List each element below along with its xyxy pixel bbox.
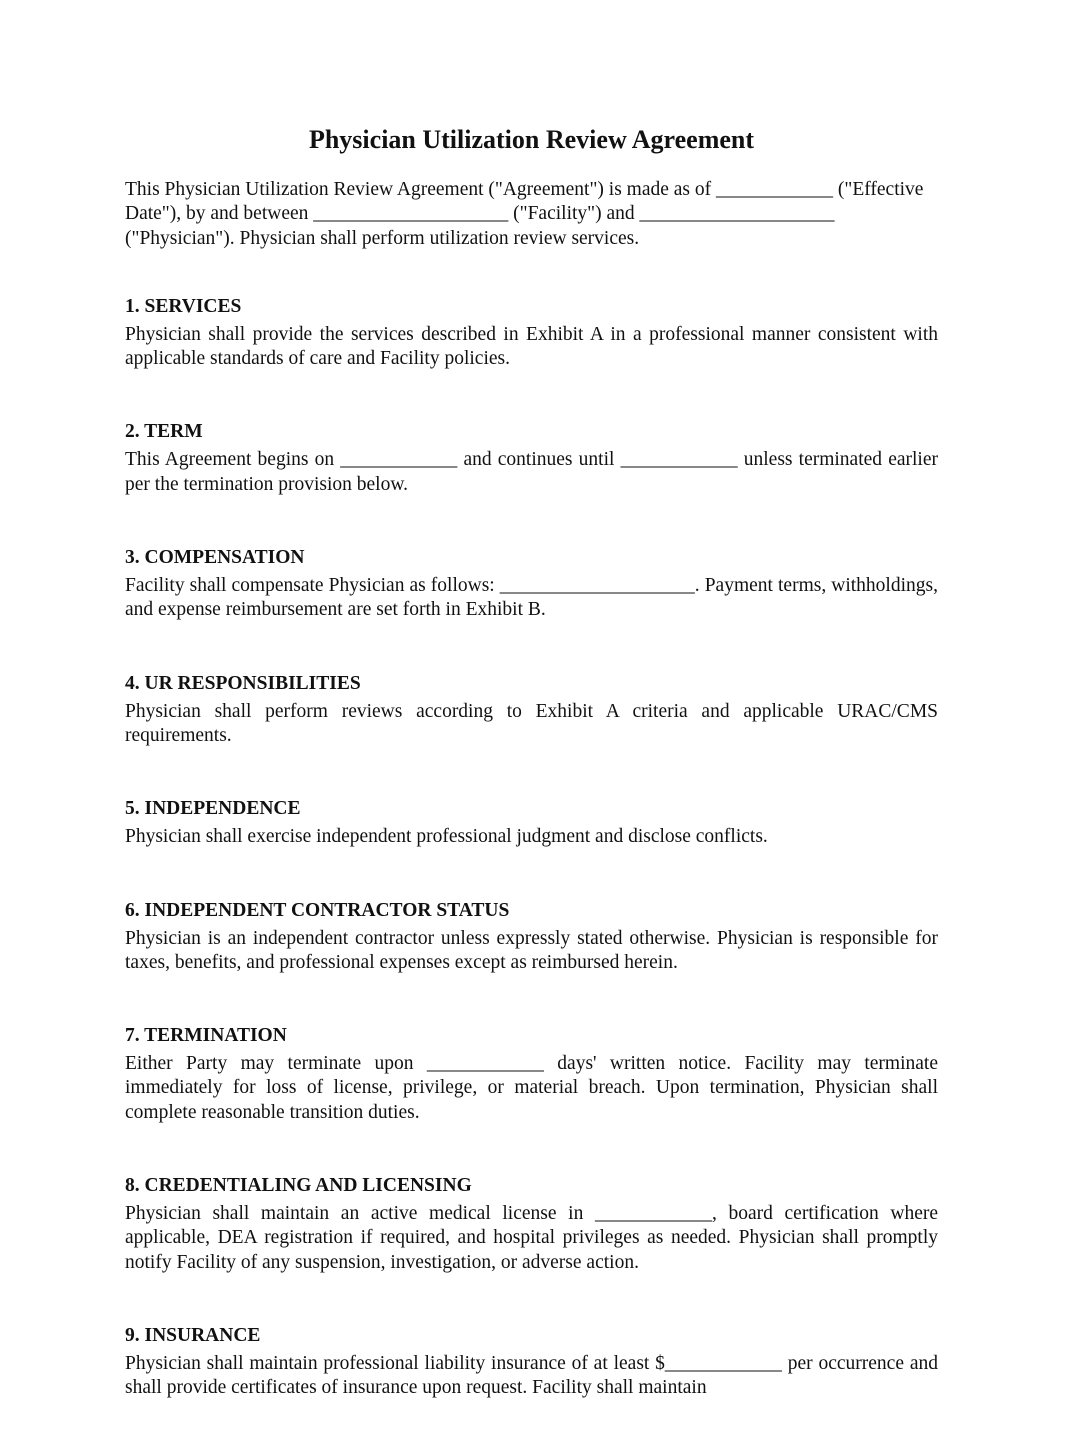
section-heading: 1. SERVICES xyxy=(125,295,242,317)
section-heading: 5. INDEPENDENCE xyxy=(125,798,301,820)
section-heading: 9. INSURANCE xyxy=(125,1324,261,1346)
section-body: Either Party may terminate upon ____________ days' written notice. Facility may terminate immediately for loss of license, privilege, or material breach. Upon termination, Physician shall complete reasonable transition duties. xyxy=(125,1053,938,1123)
section-term xyxy=(125,420,938,497)
document-page xyxy=(125,122,938,1450)
section-heading: 8. CREDENTIALING AND LICENSING xyxy=(125,1175,472,1197)
section-body: Physician is an independent contractor unless expressly stated otherwise. Physician is responsible for taxes, benefits, and professional expenses except as reimbursed herein. xyxy=(125,927,938,973)
section-credentialing-and-licensing xyxy=(125,1174,938,1275)
section-compensation xyxy=(125,546,938,623)
section-services xyxy=(125,295,938,372)
section-body: Physician shall provide the services described in Exhibit A in a professional manner consistent with applicable standards of care and Facility policies. xyxy=(125,323,938,370)
section-heading: 4. UR RESPONSIBILITIES xyxy=(125,672,361,694)
section-body: Physician shall maintain an active medical license in ____________, board certification where applicable, DEA registration if required, and hospital privileges as needed. Physician shall promptly notify Facility of any suspension, investigation, or adverse action. xyxy=(125,1203,938,1273)
section-independent-contractor-status xyxy=(125,899,938,976)
section-heading: 3. COMPENSATION xyxy=(125,547,305,569)
document-title: Physician Utilization Review Agreement xyxy=(308,125,755,154)
section-independence xyxy=(125,797,938,849)
section-body: Physician shall maintain professional liability insurance of at least $____________ per occurrence and shall provide certificates of insurance upon request. Facility shall maintain xyxy=(125,1352,938,1399)
section-body: This Agreement begins on ____________ and continues until ____________ unless terminated earlier per the termination provision below. xyxy=(125,449,938,495)
intro-paragraph: This Physician Utilization Review Agreement ("Agreement") is made as of ____________ ("Effective Date"), by and between ____________________ ("Facility") and ____________________ ("Physician"). Physician shall perform utilization review services. xyxy=(125,179,924,249)
section-termination xyxy=(125,1024,938,1125)
section-insurance xyxy=(125,1324,938,1401)
section-heading: 2. TERM xyxy=(125,421,203,443)
section-ur-responsibilities xyxy=(125,672,938,749)
section-body: Facility shall compensate Physician as follows: ____________________. Payment terms, withholdings, and expense reimbursement are set forth in Exhibit B. xyxy=(125,575,938,621)
section-heading: 6. INDEPENDENT CONTRACTOR STATUS xyxy=(125,899,510,921)
section-body: Physician shall exercise independent professional judgment and disclose conflicts. xyxy=(125,826,768,848)
section-body: Physician shall perform reviews according to Exhibit A criteria and applicable URAC/CMS requirements. xyxy=(125,700,938,746)
section-heading: 7. TERMINATION xyxy=(125,1025,287,1047)
